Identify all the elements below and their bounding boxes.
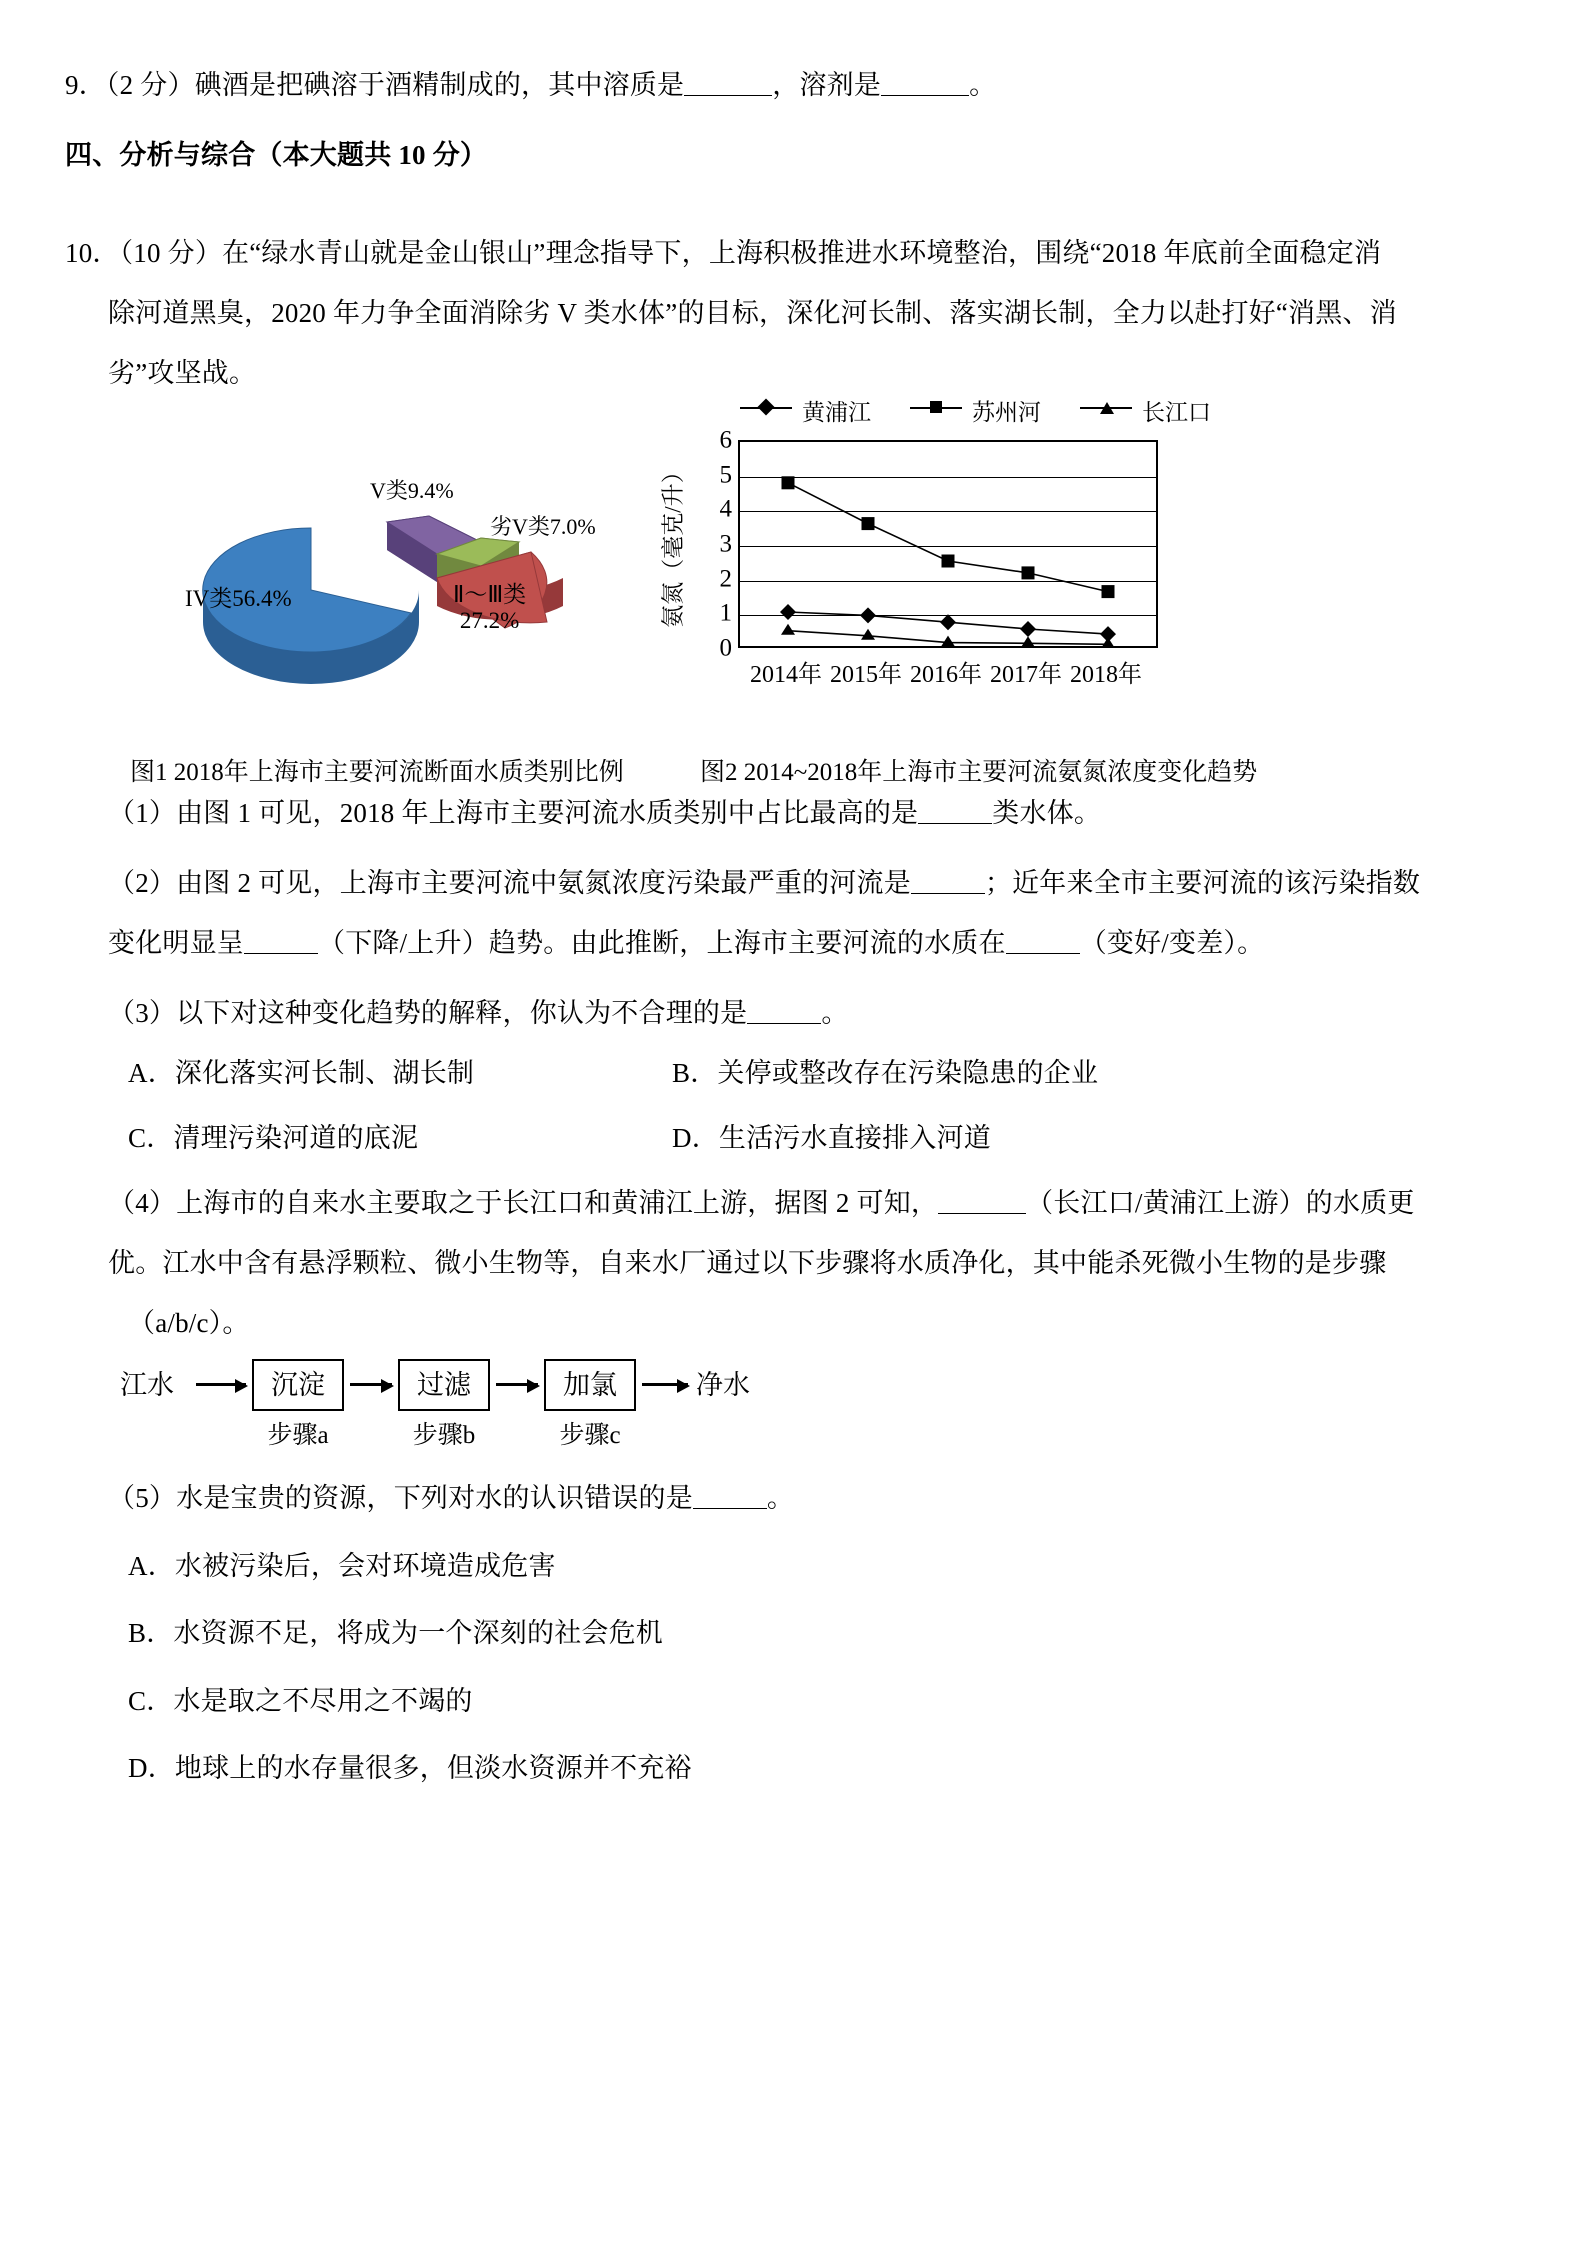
q10-line-2: 除河道黑臭，2020 年力争全面消除劣 V 类水体”的目标，深化河长制、落实湖长制，全力以赴打好“消黑、消 [108,298,1397,328]
sub3-option-a[interactable]: A．深化落实河长制、湖长制 [128,1058,475,1088]
pie-label-class-iv: IV类56.4% [185,586,292,611]
flow-step-a-label: 步骤a [267,1422,329,1449]
question-9 [65,72,996,99]
q9-prefix: 9．（2 分）碘酒是把碘溶于酒精制成的，其中溶质是 [65,70,685,100]
figure-1-caption: 图1 2018年上海市主要河流断面水质类别比例 [130,759,624,786]
q9-blank-2 [881,95,969,96]
flow-arrow-4 [642,1383,688,1386]
flow-node-filtration: 过滤 [398,1359,490,1411]
x-label-2016: 2016年 [910,662,982,688]
flow-arrow-3 [496,1383,538,1386]
pie-label-class-ii-iii [453,582,526,634]
q9-suffix: 。 [969,70,997,100]
pie-chart-water-quality [175,478,596,697]
sub3-blank [747,1023,821,1024]
line-chart-ammonia-nitrogen [660,392,1220,722]
sub2-line1-pre: （2）由图 2 可见，上海市主要河流中氨氮浓度污染最严重的河流是 [108,868,911,898]
sub5-option-b[interactable]: B．水资源不足，将成为一个深刻的社会危机 [128,1618,664,1648]
x-label-2015: 2015年 [830,662,902,688]
legend-label-huangpu: 黄浦江 [802,400,871,425]
sub2-line2-mid: （下降/上升）趋势。由此推断，上海市主要河流的水质在 [318,928,1006,958]
sub1-post: 类水体。 [992,798,1102,828]
flow-node-sedimentation: 沉淀 [252,1359,344,1411]
sub1-blank [918,823,992,824]
y-tick-4: 4 [719,495,732,523]
sub5-stem-post: 。 [766,1483,795,1513]
sub-question-4-line-3: （a/b/c）。 [128,1308,250,1338]
y-tick-5: 5 [719,461,732,489]
y-axis-label-text: 氨氮（毫克/升） [660,460,686,628]
flow-arrow-1 [196,1383,246,1386]
sub4-line1-post: （长江口/黄浦江上游）的水质更 [1026,1188,1415,1218]
line-chart-series-svg [740,442,1156,646]
y-tick-1: 1 [719,599,732,627]
y-axis-label [654,440,688,648]
q10-line-3: 劣”攻坚战。 [108,358,257,388]
x-axis-labels [738,654,1158,688]
flow-step-c-label: 步骤c [559,1422,621,1449]
triangle-marker-icon [1100,402,1114,414]
sub-question-2-line-2 [108,930,1264,957]
x-label-2018: 2018年 [1070,662,1142,688]
sub-question-5-stem [108,1485,794,1512]
sub5-blank [693,1508,767,1509]
sub2-blank-2 [244,953,318,954]
sub2-line2-pre: 变化明显呈 [108,928,244,958]
sub-question-3-stem [108,1000,849,1027]
legend-label-suzhou: 苏州河 [972,400,1041,425]
figures-area [0,392,1587,772]
line-chart-legend [740,392,1210,426]
sub5-option-c[interactable]: C．水是取之不尽用之不竭的 [128,1686,473,1716]
flow-result-label: 净水 [696,1370,750,1400]
figure-2-caption: 图2 2014~2018年上海市主要河流氨氮浓度变化趋势 [700,759,1258,786]
flow-step-b-label: 步骤b [412,1422,476,1449]
q10-line-1: 10．（10 分）在“绿水青山就是金山银山”理念指导下，上海积极推进水环境整治，围绕“2018 年底前全面稳定消 [65,238,1382,268]
sub-question-4-line-1 [108,1190,1415,1217]
pie-label-class-ii-iii-value: 27.2% [459,607,520,633]
q9-blank-1 [684,95,772,96]
y-tick-0: 0 [719,634,732,662]
sub5-option-d[interactable]: D．地球上的水存量很多，但淡水资源并不充裕 [128,1753,692,1783]
pie-label-class-v: V类9.4% [370,478,454,503]
sub-question-1 [108,800,1101,827]
flow-arrow-2 [350,1383,392,1386]
line-chart-plot-area [738,440,1158,648]
sub3-option-b[interactable]: B．关停或整改存在污染隐患的企业 [672,1058,1099,1088]
pie-label-class-inferior-v: 劣V类7.0% [490,514,596,539]
sub2-blank-1 [911,893,985,894]
q9-mid: ，溶剂是 [772,70,882,100]
x-label-2014: 2014年 [750,662,822,688]
diamond-marker-icon [758,399,775,416]
y-tick-3: 3 [719,530,732,558]
legend-label-changjiang: 长江口 [1142,400,1211,425]
water-purification-flow-diagram [120,1345,760,1460]
sub2-blank-3 [1006,953,1080,954]
sub4-line1-pre: （4）上海市的自来水主要取之于长江口和黄浦江上游，据图 2 可知， [108,1188,939,1218]
section-heading: 四、分析与综合（本大题共 10 分） [65,140,488,170]
sub2-line1-post: ；近年来全市主要河流的该污染指数 [984,868,1421,898]
sub3-option-d[interactable]: D．生活污水直接排入河道 [672,1123,991,1153]
y-axis-ticks [688,426,732,662]
pie-label-class-ii-iii-name: Ⅱ～Ⅲ类 [453,582,527,607]
sub2-line2-post: （变好/变差）。 [1079,928,1265,958]
sub5-option-a[interactable]: A．水被污染后，会对环境造成危害 [128,1551,556,1581]
square-marker-icon [930,401,942,413]
x-label-2017: 2017年 [990,662,1062,688]
sub4-blank [938,1213,1026,1214]
sub3-stem-pre: （3）以下对这种变化趋势的解释，你认为不合理的是 [108,998,748,1028]
y-tick-2: 2 [719,565,732,593]
sub1-pre: （1）由图 1 可见，2018 年上海市主要河流水质类别中占比最高的是 [108,798,919,828]
flow-source-label: 江水 [120,1370,174,1400]
flow-node-chlorination: 加氯 [544,1359,636,1411]
sub5-stem-pre: （5）水是宝贵的资源，下列对水的认识错误的是 [108,1483,693,1513]
sub3-option-c[interactable]: C．清理污染河道的底泥 [128,1123,419,1153]
y-tick-6: 6 [719,426,732,454]
sub3-stem-post: 。 [821,998,849,1028]
sub-question-4-line-2: 优。江水中含有悬浮颗粒、微小生物等，自来水厂通过以下步骤将水质净化，其中能杀死微小生物的是步骤 [108,1248,1387,1278]
sub-question-2-line-1 [108,870,1420,897]
